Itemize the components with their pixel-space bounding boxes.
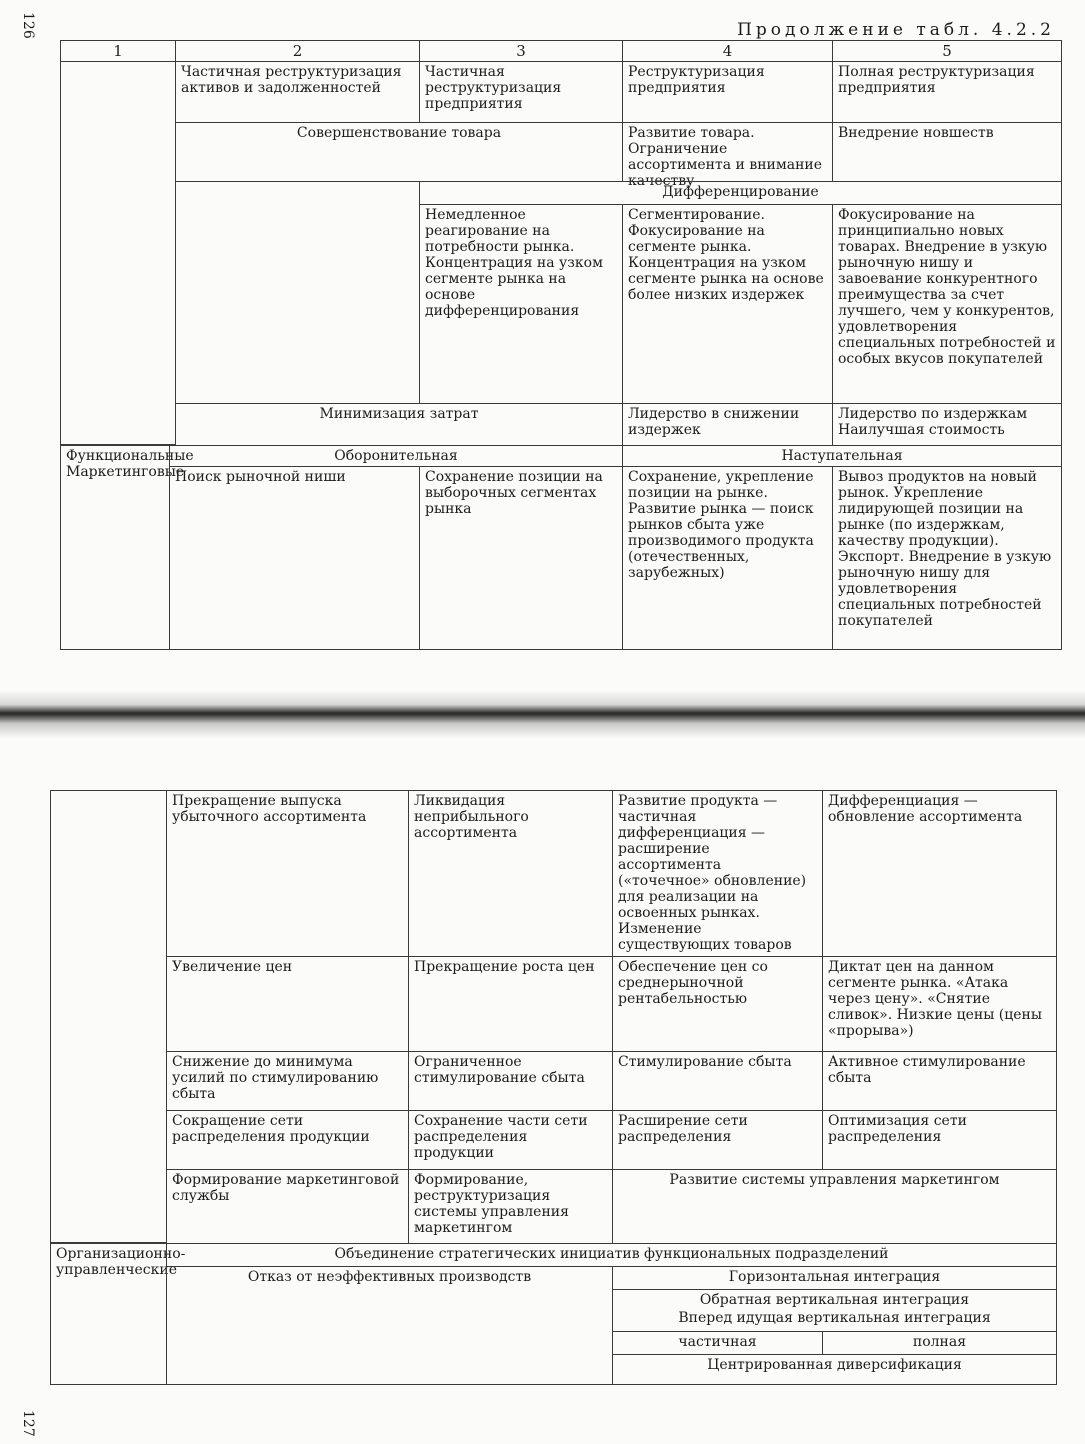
cell-r1-c4: Реструктуризация предприятия [622, 61, 833, 123]
cell-horizontal: Горизонтальная интеграция [612, 1266, 1057, 1290]
header-col-3: 3 [419, 40, 623, 62]
cell-vertical-back: Обратная вертикальная интеграция [612, 1289, 1057, 1309]
cell-org-span: Объединение стратегических инициатив функциональных подразделений [166, 1243, 1057, 1267]
header-col-5: 5 [832, 40, 1062, 62]
cell-r5-c2: Поиск рыночной ниши [169, 466, 420, 650]
cell-b2-c3: Прекращение роста цен [408, 956, 613, 1052]
cell-r4-c4: Лидерство в снижении издержек [622, 403, 833, 446]
cell-b4-c2: Сокращение сети распределения продукции [166, 1110, 409, 1170]
bottom-col1-empty [50, 790, 167, 1243]
table-caption: Продолжение табл. 4.2.2 [737, 20, 1055, 40]
header-col-2: 2 [175, 40, 420, 62]
cell-r5-c4: Сохранение, укрепление позиции на рынке. Развитие рынка — поиск рынков сбыта уже производимого продукта (отечественных, зарубежных) [622, 466, 833, 650]
cell-r5-c3: Сохранение позиции на выборочных сегментах рынка [419, 466, 623, 650]
cell-r2-c4: Развитие товара. Ограничение ассортимента и внимание качеству [622, 122, 833, 182]
cell-r5-c5: Вывоз продуктов на новый рынок. Укрепление лидирующей позиции на рынке (по издержкам, качеству продукции). Экспорт. Внедрение в узкую рыночную нишу для удовлетворения специальных потребностей покупателей [832, 466, 1062, 650]
cell-r3-c5: Фокусирование на принципиально новых товарах. Внедрение в узкую рыночную нишу и завоевание конкурентного преимущества за счет лучшего, чем у конкурентов, удовлетворения специальных потребностей и особых вкусов покупателей [832, 204, 1062, 404]
cell-refusal: Отказ от неэффективных производств [166, 1266, 613, 1385]
cell-b4-c3: Сохранение части сети распределения продукции [408, 1110, 613, 1170]
cell-b1-c2: Прекращение выпуска убыточного ассортимента [166, 790, 409, 957]
page-number-bottom: 127 [20, 1410, 36, 1437]
cell-b3-c2: Снижение до минимума усилий по стимулированию сбыта [166, 1051, 409, 1111]
cell-r1-c2: Частичная реструктуризация активов и задолженностей [175, 61, 420, 123]
cell-b5-c2: Формирование маркетинговой службы [166, 1169, 409, 1244]
cell-offensive: Наступательная [622, 445, 1062, 467]
cell-b3-c4: Стимулирование сбыта [612, 1051, 823, 1111]
header-col-4: 4 [622, 40, 833, 62]
cell-defensive: Оборонительная [169, 445, 623, 467]
cell-vertical-forward: Вперед идущая вертикальная интеграция [612, 1308, 1057, 1332]
cell-partial: частичная [612, 1331, 823, 1355]
book-fold [0, 690, 1085, 738]
cell-b1-c3: Ликвидация неприбыльного ассортимента [408, 790, 613, 957]
cell-b5-c3: Формирование, реструктуризация системы управления маркетингом [408, 1169, 613, 1244]
header-col-1: 1 [60, 40, 176, 62]
col1-empty-cell [60, 61, 176, 445]
cell-r3-c4: Сегментирование. Фокусирование на сегменте рынка. Концентрация на узком сегменте рынка на основе более низких издержек [622, 204, 833, 404]
cell-b1-c5: Дифференциация — обновление ассортимента [822, 790, 1057, 957]
cell-r1-c3: Частичная реструктуризация предприятия [419, 61, 623, 123]
cell-b5-span: Развитие системы управления маркетингом [612, 1169, 1057, 1244]
cell-b4-c5: Оптимизация сети распределения [822, 1110, 1057, 1170]
cell-b4-c4: Расширение сети распределения [612, 1110, 823, 1170]
cell-b1-c4: Развитие продукта — частичная дифференциация — расширение ассортимента («точечное» обновление) для реализации на освоенных рынках. Изменение существующих товаров [612, 790, 823, 957]
cell-full: полная [822, 1331, 1057, 1355]
cell-diversification: Центрированная диверсификация [612, 1354, 1057, 1385]
cell-cost-minimization: Минимизация затрат [175, 403, 623, 446]
cell-b2-c4: Обеспечение цен со среднерыночной рентабельностью [612, 956, 823, 1052]
cell-r3-c2-empty [175, 181, 420, 404]
cell-org-label: Организационно-управленческие [50, 1243, 167, 1385]
cell-b3-c3: Ограниченное стимулирование сбыта [408, 1051, 613, 1111]
cell-b2-c2: Увеличение цен [166, 956, 409, 1052]
cell-differentiation: Дифференцирование [419, 181, 1062, 205]
cell-r1-c5: Полная реструктуризация предприятия [832, 61, 1062, 123]
cell-functional-label: Функциональные Маркетинговые [60, 445, 170, 650]
cell-b2-c5: Диктат цен на данном сегменте рынка. «Атака через цену». «Снятие сливок». Низкие цены (цены «прорыва») [822, 956, 1057, 1052]
cell-r4-c5: Лидерство по издержкам Наилучшая стоимость [832, 403, 1062, 446]
cell-r3-c3: Немедленное реагирование на потребности рынка. Концентрация на узком сегменте рынка на основе дифференцирования [419, 204, 623, 404]
cell-r2-c5: Внедрение новшеств [832, 122, 1062, 182]
cell-b3-c5: Активное стимулирование сбыта [822, 1051, 1057, 1111]
cell-product-improvement: Совершенствование товара [175, 122, 623, 182]
page-number-top: 126 [20, 12, 36, 39]
